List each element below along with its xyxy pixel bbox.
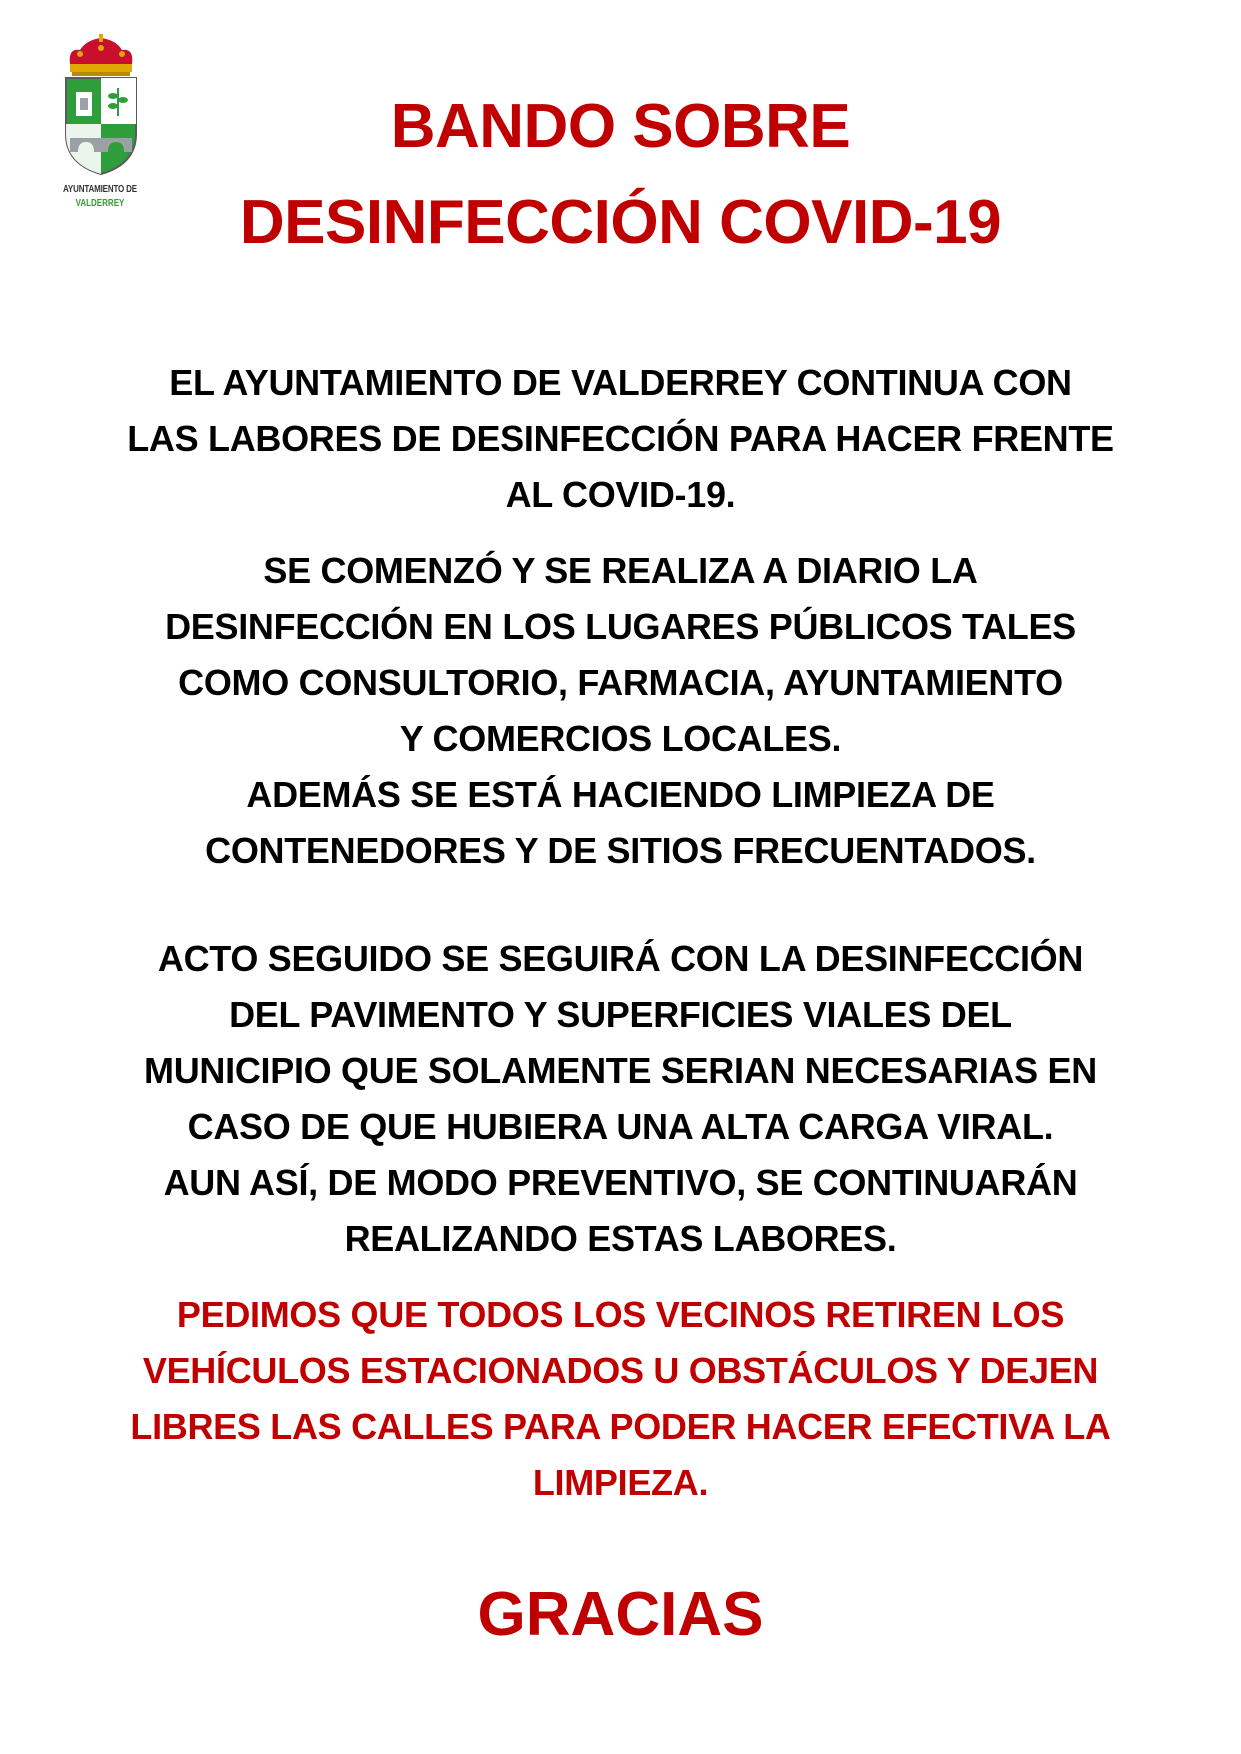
- paragraph-line: ACTO SEGUIDO SE SEGUIRÁ CON LA DESINFECCIÓN: [157, 938, 1084, 979]
- paragraph-line: DEL PAVIMENTO Y SUPERFICIES VIALES DEL: [229, 994, 1012, 1035]
- paragraph-street-disinfection: [100, 931, 1141, 1267]
- paragraph-intro: [100, 355, 1141, 523]
- paragraph-line: AUN ASÍ, DE MODO PREVENTIVO, SE CONTINUARÁN: [163, 1162, 1078, 1203]
- paragraph-line: CONTENEDORES Y DE SITIOS FRECUENTADOS.: [205, 830, 1036, 871]
- paragraph-line: LAS LABORES DE DESINFECCIÓN PARA HACER FRENTE: [127, 418, 1114, 459]
- paragraph-request-neighbors: [100, 1287, 1141, 1511]
- paragraph-line: ADEMÁS SE ESTÁ HACIENDO LIMPIEZA DE: [246, 774, 995, 815]
- paragraph-line: SE COMENZÓ Y SE REALIZA A DIARIO LA: [263, 550, 978, 591]
- title-line-2: DESINFECCIÓN COVID-19: [239, 188, 1002, 257]
- closing-thanks: GRACIAS: [477, 1580, 764, 1649]
- paragraph-line: MUNICIPIO QUE SOLAMENTE SERIAN NECESARIAS EN: [144, 1050, 1097, 1091]
- title-line-1: BANDO SOBRE: [390, 92, 851, 161]
- paragraph-line: LIBRES LAS CALLES PARA PODER HACER EFECTIVA LA: [130, 1406, 1111, 1447]
- paragraph-line: LIMPIEZA.: [532, 1462, 709, 1503]
- coat-of-arms-icon: [56, 34, 146, 184]
- paragraph-line: AL COVID-19.: [505, 474, 736, 515]
- paragraph-line: COMO CONSULTORIO, FARMACIA, AYUNTAMIENTO: [178, 662, 1063, 703]
- paragraph-line: EL AYUNTAMIENTO DE VALDERREY CONTINUA CON: [169, 362, 1072, 403]
- paragraph-line: REALIZANDO ESTAS LABORES.: [344, 1218, 897, 1259]
- paragraph-line: Y COMERCIOS LOCALES.: [399, 718, 842, 759]
- paragraph-line: CASO DE QUE HUBIERA UNA ALTA CARGA VIRAL.: [187, 1106, 1054, 1147]
- crest-caption-valderrey: VALDERREY: [75, 198, 125, 209]
- paragraph-daily-disinfection: [100, 543, 1141, 879]
- paragraph-line: VEHÍCULOS ESTACIONADOS U OBSTÁCULOS Y DEJEN: [142, 1350, 1099, 1391]
- crest-caption-ayuntamiento: AYUNTAMIENTO DE: [63, 184, 137, 195]
- paragraph-line: PEDIMOS QUE TODOS LOS VECINOS RETIREN LOS: [176, 1294, 1065, 1335]
- paragraph-line: DESINFECCIÓN EN LOS LUGARES PÚBLICOS TALES: [165, 606, 1076, 647]
